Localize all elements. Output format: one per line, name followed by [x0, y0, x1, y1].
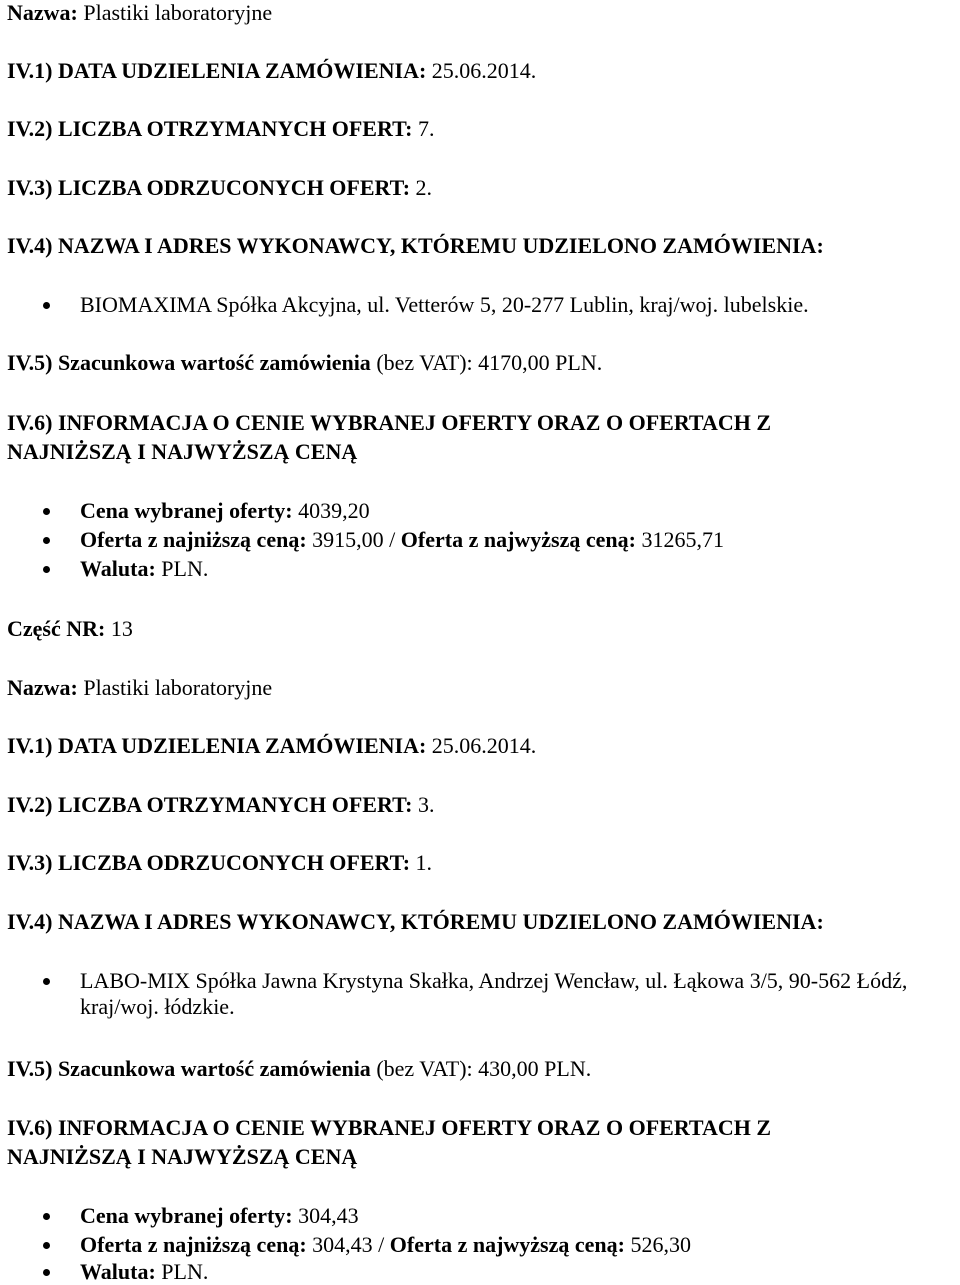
selected-price-value: 304,43 [298, 1203, 359, 1228]
selected-price-value: 4039,20 [298, 498, 370, 523]
bullet-icon [43, 537, 50, 544]
part12-contractor-item [80, 292, 809, 318]
part13-contractor-heading: IV.4) NAZWA I ADRES WYKONAWCY, KTÓREMU UDZIELONO ZAMÓWIENIA: [7, 909, 824, 934]
highest-price-label: Oferta z najwyższą ceną: [400, 527, 636, 552]
estimated-value-amount: 4170,00 PLN. [478, 350, 603, 375]
part-number-value: 13 [110, 616, 133, 641]
part12-lowest-highest-item [80, 527, 724, 553]
award-date-label: IV.1) DATA UDZIELENIA ZAMÓWIENIA: [7, 733, 427, 758]
part13-offers-received-line [7, 792, 434, 818]
estimated-value-label: IV.5) Szacunkowa wartość zamówienia [7, 1056, 371, 1081]
offers-received-value: 7. [417, 116, 435, 141]
bullet-icon [43, 566, 50, 573]
name-label: Nazwa: [7, 0, 78, 25]
contractor-text: BIOMAXIMA Spółka Akcyjna, ul. Vetterów 5, 20-277 Lublin, kraj/woj. lubelskie. [80, 292, 809, 317]
highest-price-value: 526,30 [630, 1232, 691, 1257]
name-value: Plastiki laboratoryjne [83, 0, 273, 25]
bullet-icon [43, 1213, 50, 1220]
part12-offers-rejected-line [7, 175, 432, 201]
lowest-price-value: 3915,00 [312, 527, 384, 552]
offers-received-label: IV.2) LICZBA OTRZYMANYCH OFERT: [7, 116, 413, 141]
part13-price-info-heading-2: NAJNIŻSZĄ I NAJWYŻSZĄ CENĄ [7, 1144, 358, 1169]
bullet-icon [43, 978, 50, 985]
lowest-price-label: Oferta z najniższą ceną: [80, 1232, 307, 1257]
part12-price-info-heading-1: IV.6) INFORMACJA O CENIE WYBRANEJ OFERTY ORAZ O OFERTACH Z [7, 410, 772, 435]
part13-estimated-value-line [7, 1056, 591, 1082]
part12-estimated-value-line [7, 350, 602, 376]
award-date-label: IV.1) DATA UDZIELENIA ZAMÓWIENIA: [7, 58, 427, 83]
part13-lowest-highest-item [80, 1232, 691, 1258]
bullet-icon [43, 1269, 50, 1276]
part13-price-info-heading-1: IV.6) INFORMACJA O CENIE WYBRANEJ OFERTY ORAZ O OFERTACH Z [7, 1115, 772, 1140]
bullet-icon [43, 1242, 50, 1249]
part13-award-date-line [7, 733, 536, 759]
part12-contractor-heading: IV.4) NAZWA I ADRES WYKONAWCY, KTÓREMU UDZIELONO ZAMÓWIENIA: [7, 233, 824, 258]
currency-value: PLN. [161, 556, 209, 581]
offers-received-label: IV.2) LICZBA OTRZYMANYCH OFERT: [7, 792, 413, 817]
part-number-label: Część NR: [7, 616, 106, 641]
part12-award-date-line [7, 58, 536, 84]
separator-slash: / [378, 1232, 385, 1257]
offers-received-value: 3. [417, 792, 435, 817]
estimated-value-label: IV.5) Szacunkowa wartość zamówienia [7, 350, 371, 375]
contractor-text: LABO-MIX Spółka Jawna Krystyna Skałka, Andrzej Wencław, ul. Łąkowa 3/5, 90-562 Łódź, kraj/woj. łódzkie. [80, 968, 908, 1019]
currency-value: PLN. [161, 1259, 209, 1284]
highest-price-label: Oferta z najwyższą ceną: [389, 1232, 625, 1257]
award-date-value: 25.06.2014. [431, 733, 537, 758]
offers-rejected-label: IV.3) LICZBA ODRZUCONYCH OFERT: [7, 175, 411, 200]
part13-currency-item [80, 1259, 208, 1285]
part13-selected-price-item [80, 1203, 359, 1229]
currency-label: Waluta: [80, 556, 156, 581]
bullet-icon [43, 508, 50, 515]
part13-offers-rejected-line [7, 850, 432, 876]
estimated-value-vat: (bez VAT): [376, 350, 473, 375]
offers-rejected-label: IV.3) LICZBA ODRZUCONYCH OFERT: [7, 850, 411, 875]
selected-price-label: Cena wybranej oferty: [80, 1203, 293, 1228]
name-value: Plastiki laboratoryjne [83, 675, 273, 700]
offers-rejected-value: 2. [415, 175, 433, 200]
estimated-value-vat: (bez VAT): [376, 1056, 473, 1081]
part12-name-line [7, 0, 272, 26]
offers-rejected-value: 1. [415, 850, 433, 875]
part12-selected-price-item [80, 498, 370, 524]
separator-slash: / [389, 527, 396, 552]
part12-currency-item [80, 556, 208, 582]
highest-price-value: 31265,71 [641, 527, 724, 552]
award-date-value: 25.06.2014. [431, 58, 537, 83]
estimated-value-amount: 430,00 PLN. [478, 1056, 592, 1081]
part13-contractor-item [80, 968, 950, 1020]
currency-label: Waluta: [80, 1259, 156, 1284]
bullet-icon [43, 302, 50, 309]
lowest-price-label: Oferta z najniższą ceną: [80, 527, 307, 552]
name-label: Nazwa: [7, 675, 78, 700]
selected-price-label: Cena wybranej oferty: [80, 498, 293, 523]
part13-name-line [7, 675, 272, 701]
part12-offers-received-line [7, 116, 434, 142]
lowest-price-value: 304,43 [312, 1232, 373, 1257]
part13-number-line [7, 616, 133, 642]
part12-price-info-heading-2: NAJNIŻSZĄ I NAJWYŻSZĄ CENĄ [7, 439, 358, 464]
